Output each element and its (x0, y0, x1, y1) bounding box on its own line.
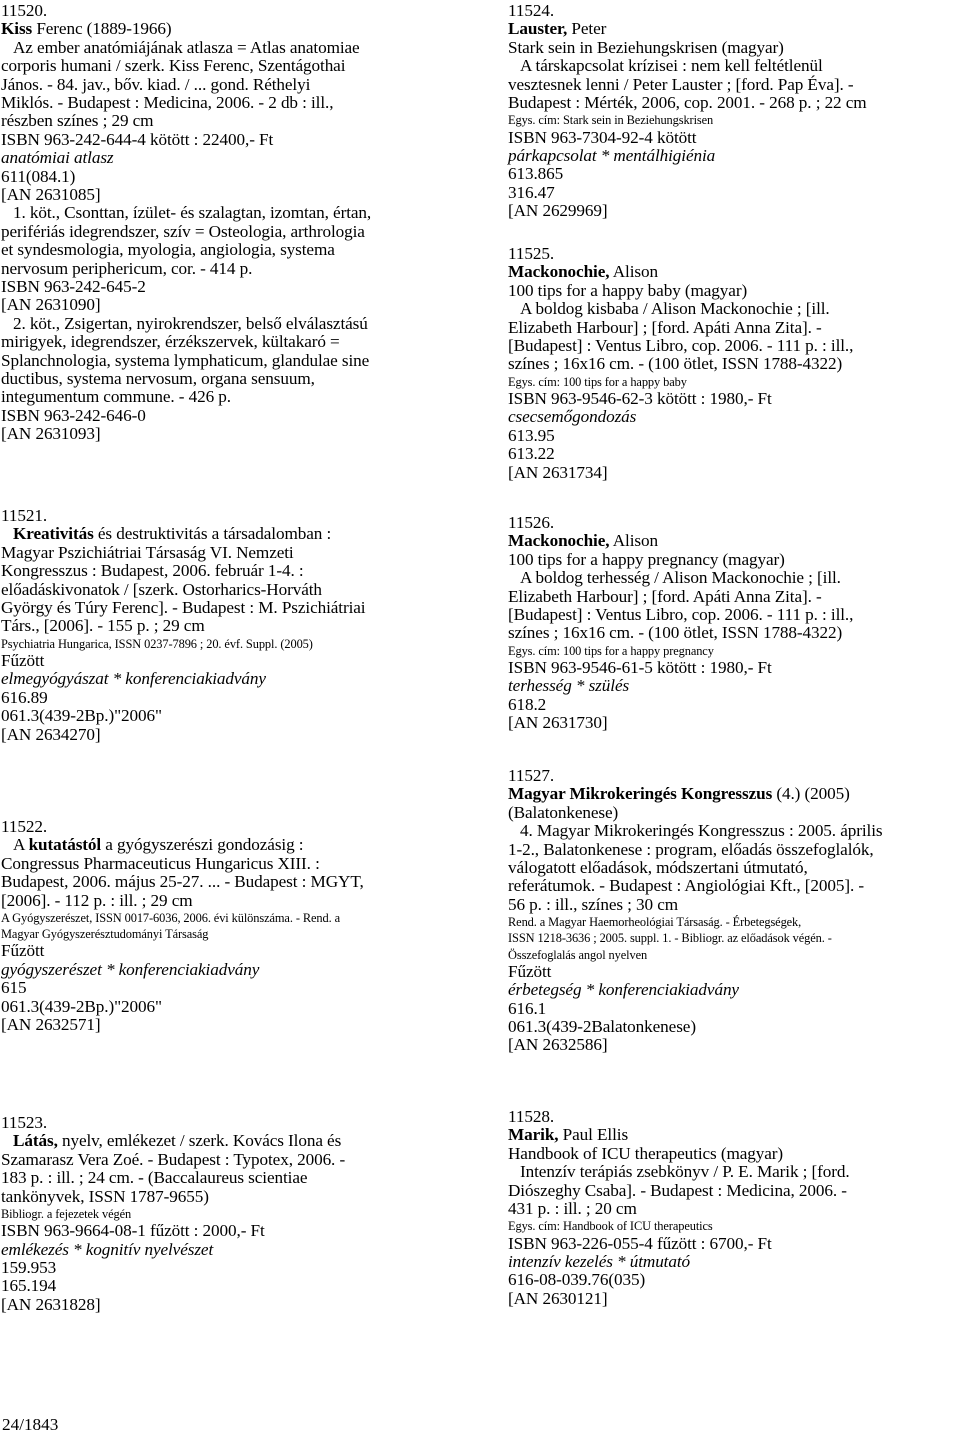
entry-line (1, 652, 44, 670)
entry-line (1, 1188, 209, 1206)
entry-text: [AN 2631730] (508, 713, 608, 733)
entry-text: 613.22 (508, 444, 555, 464)
subject-terms (508, 981, 739, 999)
entry-text: ISBN 963-226-055-4 fűzött : 6700,- Ft (508, 1233, 772, 1253)
entry-text: színes ; 16x16 cm. - (100 ötlet, ISSN 1788-4322) (508, 623, 843, 643)
entry-line (508, 714, 608, 732)
subject-terms (508, 147, 715, 165)
entry-line (520, 300, 830, 318)
entry-text: Egys. cím: Handbook of ICU therapeutics (508, 1219, 713, 1234)
entry-note (1, 927, 208, 941)
entry-text: [AN 2632571] (1, 1015, 101, 1034)
entry-text: A boldog kisbaba / Alison Mackonochie ; [ill. (520, 299, 830, 319)
entry-text: Intenzív terápiás zsebkönyv / P. E. Marik ; [ford. (520, 1162, 850, 1182)
entry-text: ISSN 1218-3636 ; 2005. suppl. 1. - Bibliogr. az előadások végén. - (508, 931, 832, 946)
entry-text: 616.89 (1, 687, 48, 707)
entry-line (508, 551, 785, 569)
entry-line (1, 112, 153, 130)
entry-line (508, 606, 853, 624)
entry-text: ISBN 963-9664-08-1 fűzött : 2000,- Ft (1, 1221, 265, 1241)
entry-line (1, 131, 273, 149)
subject-terms (1, 961, 259, 979)
entry-text: Társ., [2006]. - 155 p. ; 29 cm (1, 616, 205, 636)
entry-line (508, 20, 606, 38)
entry-text: [AN 2632586] (508, 1035, 608, 1055)
entry-text: terhesség * szülés (508, 676, 630, 696)
entry-text: Paul Ellis (558, 1125, 629, 1145)
entry-line (508, 1235, 772, 1253)
entry-text: vesztesnek lenni / Peter Lauster ; [ford. Pap Éva]. - (508, 74, 854, 94)
entry-line (520, 822, 882, 840)
entry-text: Budapest : Mérték, 2006, cop. 2001. - 268 p. ; 22 cm (508, 93, 867, 112)
entry-line (508, 1200, 637, 1218)
entry-number: 11525. (508, 244, 555, 263)
entry-heading: Kreativitás (13, 524, 94, 544)
entry-line (508, 1000, 546, 1018)
entry-line (13, 836, 303, 854)
entry-text: perifériás idegrendszer, szív = Osteologia, arthrologia (1, 221, 365, 241)
entry-text: Stark sein in Beziehungskrisen (magyar) (508, 37, 784, 57)
entry-line (1, 689, 48, 707)
entry-line (1, 855, 320, 873)
entry-text: corporis humani / szerk. Kiss Ferenc, Szentágothai (1, 56, 346, 76)
entry-line (508, 165, 563, 183)
entry-line (508, 877, 864, 895)
entry-line (508, 588, 822, 606)
entry-text: Egys. cím: 100 tips for a happy pregnancy (508, 643, 714, 658)
entry-line (1, 873, 364, 891)
entry-text: Kongresszus : Budapest, 2006. február 1-4. : (1, 561, 304, 581)
entry-text: Egys. cím: 100 tips for a happy baby (508, 374, 687, 389)
entry-text: ISBN 963-7304-92-4 kötött (508, 127, 697, 147)
entry-line (13, 315, 368, 333)
entry-text: a gyógyszerészi gondozásig : (101, 835, 304, 855)
entry-line (520, 1163, 850, 1181)
entry-text: 159.953 (1, 1258, 57, 1277)
entry-line (1, 333, 340, 351)
entry-text: 56 p. : ill., színes ; 30 cm (508, 894, 679, 914)
entry-text: (Balatonkenese) (508, 802, 619, 822)
entry-line (1, 599, 365, 617)
entry-text: referátumok. - Budapest : Angiológiai Kft., [2005]. - (508, 876, 865, 896)
entry-text: nervosum periphericum, cor. - 414 p. (1, 258, 253, 278)
entry-line (508, 202, 608, 220)
entry-text: [AN 2629969] (508, 201, 608, 221)
entry-text: Ferenc (1889-1966) (32, 19, 172, 39)
entry-note (508, 915, 801, 929)
entry-line (1, 352, 369, 370)
entry-text: 183 p. : ill. ; 24 cm. - (Baccalaureus scientiae (1, 1168, 308, 1188)
entry-text: Miklós. - Budapest : Medicina, 2006. - 2 db : ill., (1, 93, 334, 112)
entry-text: tankönyvek, ISSN 1787-9655) (1, 1186, 209, 1206)
entry-text: ISBN 963-242-646-0 (1, 405, 146, 425)
entry-text: 061.3(439-2Bp.)"2006" (1, 996, 162, 1016)
entry-line (1, 1169, 307, 1187)
entry-heading: Magyar Mikrokeringés Kongresszus (508, 784, 773, 804)
entry-note (508, 375, 687, 389)
entry-text: Diószeghy Csaba]. - Budapest : Medicina, 2006. - (508, 1180, 847, 1200)
entry-text: 616.1 (508, 998, 547, 1018)
entry-text: 618.2 (508, 694, 547, 714)
entry-line (508, 963, 551, 981)
entry-line (1, 425, 101, 443)
entry-text: Handbook of ICU therapeutics (magyar) (508, 1143, 784, 1163)
entry-text: mirigyek, idegrendszer, érzékszervek, kültakaró = (1, 332, 340, 352)
entry-text: párkapcsolat * mentálhigiénia (508, 146, 716, 165)
entry-text: Splanchnologia, systema lymphaticum, glandulae sine (1, 350, 370, 370)
entry-line (1, 388, 231, 406)
entry-line (1, 1222, 265, 1240)
entry-line (508, 390, 772, 408)
entry-line (508, 129, 696, 147)
entry-text: 2. köt., Zsigertan, nyirokrendszer, belső elválasztású (13, 313, 368, 333)
entry-text: 431 p. : ill. ; 20 cm (508, 1199, 637, 1218)
entry-text: Fűzött (1, 651, 45, 670)
entry-text: [AN 2631085] (1, 185, 101, 204)
entry-text: 1. köt., Csonttan, ízület- és szalagtan, izomtan, értan, (13, 203, 372, 223)
entry-heading: Kiss (1, 19, 33, 39)
entry-text: 316.47 (508, 182, 555, 202)
entry-text: nyelv, emlékezet / szerk. Kovács Ilona és (57, 1131, 342, 1151)
entry-line (13, 39, 360, 57)
entry-line (1, 544, 294, 562)
entry-line (1, 57, 345, 75)
entry-text: Szamarasz Vera Zoé. - Budapest : Typotex, 2006. - (1, 1149, 346, 1169)
entry-text: Fűzött (508, 961, 552, 981)
entry-line (520, 569, 841, 587)
entry-text: érbetegség * konferenciakiadvány (508, 980, 739, 1000)
entry-number: 11528. (508, 1107, 555, 1126)
entry-line (1, 296, 101, 314)
entry-line (508, 1036, 608, 1054)
entry-text: gyógyszerészet * konferenciakiadvány (1, 959, 260, 979)
entry-note (1, 637, 313, 651)
entry-line (1, 223, 365, 241)
entry-text: György és Túry Ferenc]. - Budapest : M. Pszichiátriai (1, 598, 366, 617)
entry-line (508, 39, 784, 57)
entry-text: 611(084.1) (1, 166, 76, 186)
subject-terms (508, 1253, 690, 1271)
entry-text: ISBN 963-242-644-4 kötött : 22400,- Ft (1, 129, 274, 149)
subject-terms (1, 1241, 213, 1259)
entry-text: csecsemőgondozás (508, 407, 637, 427)
entry-text: [Budapest] : Ventus Libro, cop. 2006. - 111 p. : ill., (508, 336, 854, 355)
entry-text: Az ember anatómiájának atlasza = Atlas anatomiae (13, 37, 360, 57)
entry-text: válogatott előadások, módszertani útmutató, (508, 858, 808, 877)
entry-text: [AN 2631734] (508, 462, 608, 482)
entry-heading: Mackonochie, (508, 531, 610, 551)
entry-line (1, 892, 193, 910)
entry-line (1, 707, 162, 725)
entry-text: Magyar Gyógyszerésztudományi Társaság (1, 927, 209, 942)
entry-line (520, 57, 823, 75)
entry-text: részben színes ; 29 cm (1, 111, 154, 131)
entry-text: [AN 2631090] (1, 295, 101, 315)
entry-text: 165.194 (1, 1276, 57, 1296)
entry-line (1, 370, 315, 388)
entry-heading: Látás, (13, 1131, 58, 1151)
entry-line (1, 1016, 101, 1034)
entry-line (1, 942, 44, 960)
entry-text: ISBN 963-9546-61-5 kötött : 1980,- Ft (508, 658, 772, 677)
entry-note (1, 911, 340, 925)
entry-heading: Lauster, (508, 19, 568, 39)
entry-line (508, 659, 772, 677)
entry-line (508, 624, 842, 642)
entry-note (1, 1207, 131, 1221)
entry-line (1, 617, 205, 635)
entry-text: et syndesmologia, myologia, angiologia, systema (1, 240, 335, 260)
entry-line (13, 204, 371, 222)
entry-text: [AN 2634270] (1, 724, 101, 744)
entry-line (508, 263, 658, 281)
entry-line (508, 94, 867, 112)
entry-text: Fűzött (1, 941, 45, 961)
entry-text: [AN 2631093] (1, 424, 101, 444)
entry-text: (4.) (2005) (772, 784, 850, 804)
entry-text: Rend. a Magyar Haemorheológiai Társaság. - Érbetegségek, (508, 915, 802, 930)
subject-terms (1, 670, 266, 688)
entry-text: 613.95 (508, 425, 555, 445)
entry-text: anatómiai atlasz (1, 148, 114, 168)
entry-line (1, 979, 26, 997)
entry-line (1, 407, 146, 425)
entry-text: ductibus, systema nervosum, organa sensuum, (1, 369, 315, 388)
entry-line (1, 1151, 345, 1169)
entry-line (508, 76, 854, 94)
entry-line (508, 355, 842, 373)
entry-text: ISBN 963-9546-62-3 kötött : 1980,- Ft (508, 389, 772, 408)
entry-line (508, 532, 658, 550)
entry-text: Peter (567, 19, 607, 39)
entry-line (1, 726, 101, 744)
entry-text: Bibliogr. a fejezetek végén (1, 1207, 132, 1221)
entry-note (508, 1219, 713, 1233)
entry-line (1, 581, 322, 599)
entry-line (508, 445, 555, 463)
entry-line (1, 241, 335, 259)
entry-text: A Gyógyszerészet, ISSN 0017-6036, 2006. évi különszáma. - Rend. a (1, 911, 340, 925)
entry-number: 11526. (508, 513, 555, 532)
entry-text: A társkapcsolat krízisei : nem kell feltétlenül (520, 56, 823, 76)
page-number: 24/1843 (2, 1415, 59, 1434)
entry-line (508, 859, 808, 877)
entry-note (508, 931, 832, 945)
entry-text: előadáskivonatok / [szerk. Ostorharics-Horváth (1, 579, 322, 599)
entry-text: Alison (609, 262, 658, 282)
subject-terms (1, 149, 114, 167)
entry-note (508, 948, 647, 962)
entry-text: 613.865 (508, 164, 564, 184)
entry-line (508, 804, 618, 822)
entry-number: 11522. (1, 817, 48, 836)
entry-text: Budapest, 2006. május 25-27. ... - Budapest : MGYT, (1, 872, 364, 892)
entry-heading: kutatástól (28, 835, 102, 855)
entry-text: színes ; 16x16 cm. - (100 ötlet, ISSN 1788-4322) (508, 354, 843, 374)
entry-line (1, 186, 101, 204)
entry-text: A boldog terhesség / Alison Mackonochie ; [ill. (520, 568, 841, 588)
entry-number: 11527. (508, 766, 555, 785)
entry-line (13, 1132, 341, 1150)
entry-line (1, 1259, 56, 1277)
entry-text: Alison (609, 531, 658, 551)
entry-text: 1-2., Balatonkenese : program, előadás összefoglalók, (508, 839, 874, 859)
entry-line (508, 337, 853, 355)
entry-number: 11524. (508, 1, 555, 20)
entry-text: 061.3(439-2Bp.)"2006" (1, 706, 162, 726)
entry-text: 615 (1, 978, 27, 998)
entry-text: integumentum commune. - 426 p. (1, 387, 231, 407)
entry-line (1, 998, 162, 1016)
entry-text: Összefoglalás angol nyelven (508, 947, 648, 962)
entry-text: [AN 2631828] (1, 1294, 101, 1314)
entry-line (1, 20, 172, 38)
entry-text: elmegyógyászat * konferenciakiadvány (1, 669, 266, 689)
entry-line (508, 184, 555, 202)
entry-line (508, 1126, 628, 1144)
entry-note (508, 113, 713, 127)
entry-text: emlékezés * kognitív nyelvészet (1, 1239, 214, 1259)
entry-line (508, 427, 555, 445)
entry-text: és destruktivitás a társadalomban : (93, 524, 332, 544)
subject-terms (508, 408, 636, 426)
subject-terms (508, 677, 629, 695)
entry-text: 100 tips for a happy baby (magyar) (508, 280, 748, 300)
entry-line (508, 282, 747, 300)
entry-text: [2006]. - 112 p. : ill. ; 29 cm (1, 890, 193, 910)
entry-line (508, 696, 546, 714)
entry-text: 100 tips for a happy pregnancy (magyar) (508, 549, 785, 569)
entry-line (1, 76, 310, 94)
entry-text: 4. Magyar Mikrokeringés Kongresszus : 2005. április (520, 821, 883, 841)
entry-text: ISBN 963-242-645-2 (1, 277, 146, 296)
entry-heading: Marik, (508, 1125, 559, 1145)
entry-number: 11523. (1, 1113, 48, 1132)
entry-line (508, 1271, 645, 1289)
entry-line (1, 1296, 101, 1314)
entry-text: Magyar Pszichiátriai Társaság VI. Nemzeti (1, 542, 294, 562)
entry-prefix: A (13, 835, 29, 855)
entry-line (508, 1290, 608, 1308)
entry-line (1, 168, 75, 186)
entry-line (508, 464, 608, 482)
entry-line (508, 841, 874, 859)
entry-text: Elizabeth Harbour] ; [ford. Apáti Anna Zita]. - (508, 586, 822, 606)
entry-text: [AN 2630121] (508, 1288, 608, 1308)
entry-line (1, 94, 333, 112)
entry-text: 061.3(439-2Balatonkenese) (508, 1017, 696, 1036)
entry-line (508, 1182, 847, 1200)
entry-line (508, 1018, 696, 1036)
entry-line (508, 896, 678, 914)
entry-line (1, 1277, 56, 1295)
entry-text: Egys. cím: Stark sein in Beziehungskrisen (508, 113, 714, 128)
entry-text: [Budapest] : Ventus Libro, cop. 2006. - 111 p. : ill., (508, 605, 854, 624)
entry-note (508, 644, 714, 658)
entry-text: Psychiatria Hungarica, ISSN 0237-7896 ; 20. évf. Suppl. (2005) (1, 636, 313, 651)
entry-line (1, 260, 252, 278)
entry-number: 11521. (1, 506, 48, 525)
entry-text: Elizabeth Harbour] ; [ford. Apáti Anna Zita]. - (508, 317, 822, 337)
entry-text: 616-08-039.76(035) (508, 1270, 646, 1290)
entry-text: János. - 84. jav., bőv. kiad. / ... gond. Réthelyi (1, 74, 311, 94)
entry-text: Congressus Pharmaceuticus Hungaricus XIII. : (1, 853, 320, 873)
entry-line (508, 785, 850, 803)
entry-line (1, 562, 304, 580)
entry-number: 11520. (1, 1, 48, 20)
entry-line (508, 1145, 783, 1163)
entry-line (1, 278, 146, 296)
entry-line (508, 319, 822, 337)
entry-text: intenzív kezelés * útmutató (508, 1252, 691, 1271)
entry-line (13, 525, 331, 543)
entry-heading: Mackonochie, (508, 262, 610, 282)
